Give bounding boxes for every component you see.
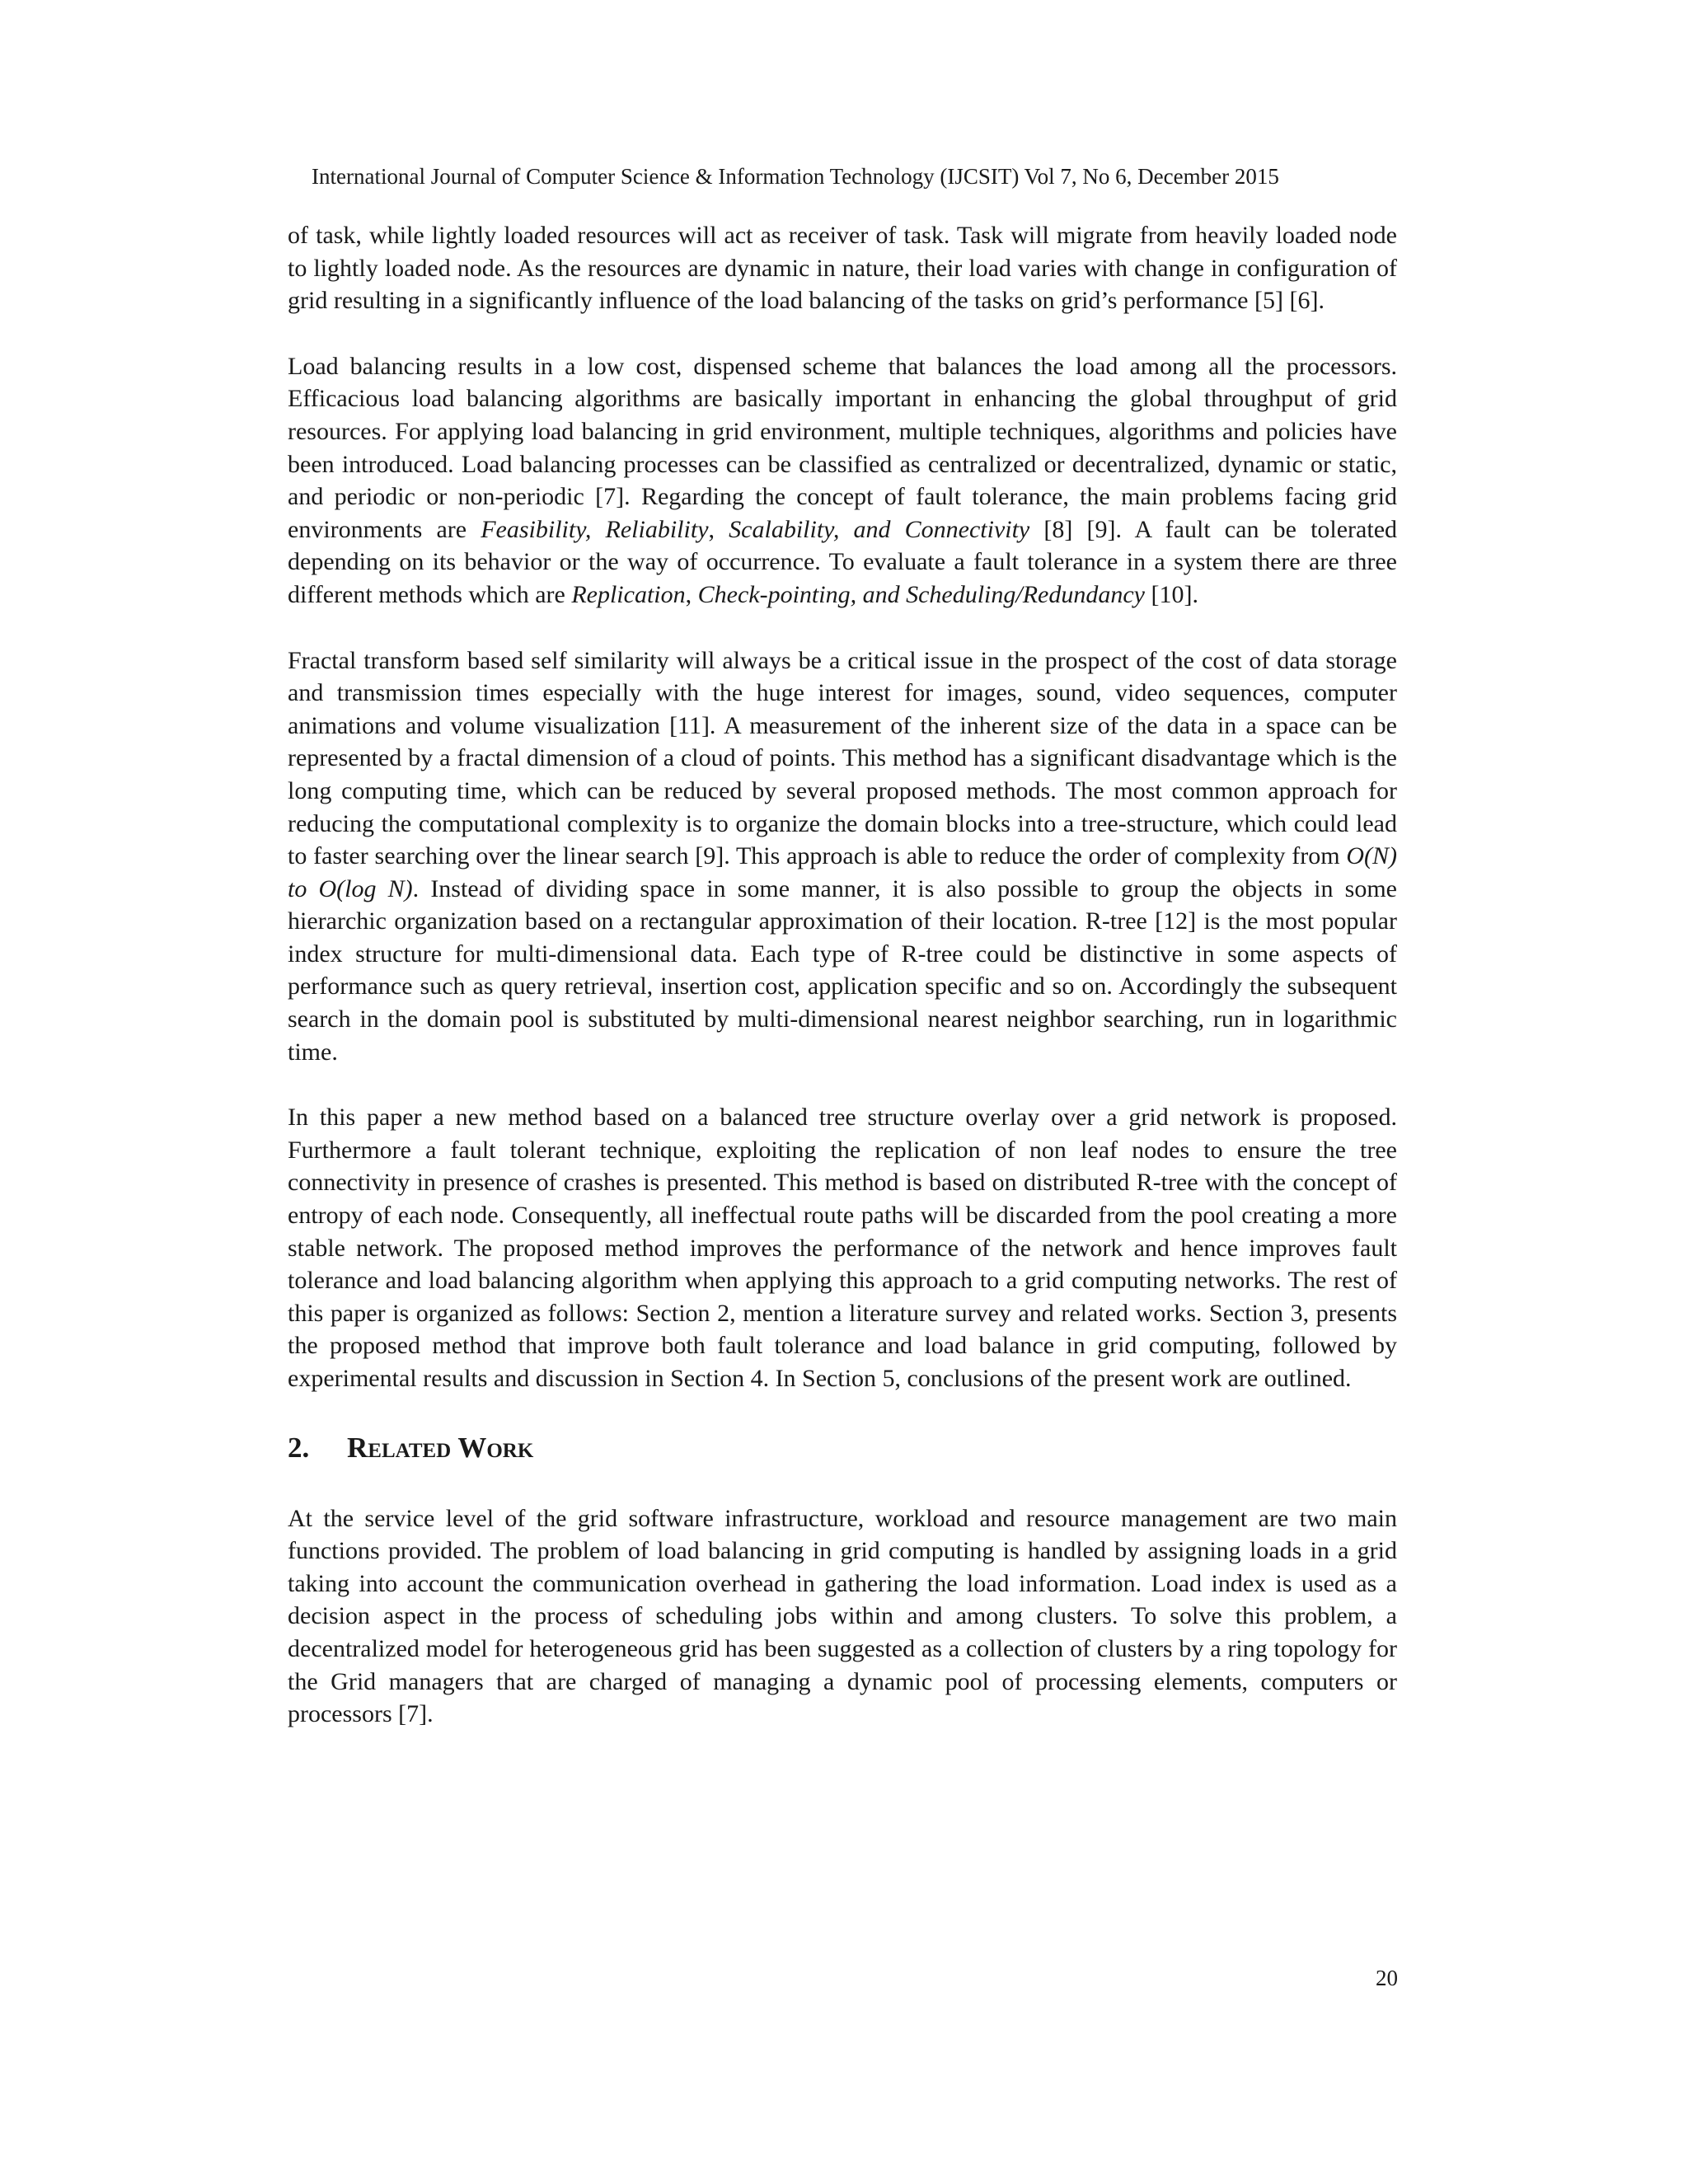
text-run: Fractal transform based self similarity will always be a critical issue in the prospect of the cost of data storage and transmission times especially with the huge interest for images, sound, video sequences, computer animations and volume visualization [11]. A measurement of the inherent size of the data in a space can be represented by a fractal dimension of a cloud of points. This method has a significant disadvantage which is the long computing time, which can be reduced by several proposed methods. The most common approach for reducing the computational complexity is to organize the domain blocks into a tree-structure, which could lead to faster searching over the linear search [9]. This approach is able to reduce the order of complexity from [288,646,1397,870]
text-run: , [708,515,729,543]
text-run: of task, while lightly loaded resources will act as receiver of task. Task will migrate from heavily loaded node to lightly loaded node. As the resources are dynamic in nature, their load varies with change in configuration of grid resulting in a significantly influence of the load balancing of the tasks on grid’s performance [5] [6]. [288,222,1397,315]
page-number: 20 [1376,1966,1398,1990]
italic-text: Replication [571,580,686,608]
body-paragraph [288,1502,1397,1731]
text-run: [10]. [1144,580,1198,608]
body-paragraph [288,350,1397,612]
text-run: In this paper a new method based on a balanced tree structure overlay over a grid network is proposed. Furthermore a fault tolerant technique, exploiting the replication of non leaf nodes to ensure the tree connectivity in presence of crashes is presented. This method is based on distributed R-tree with the concept of entropy of each node. Consequently, all ineffectual route paths will be discarded from the pool creating a more stable network. The proposed method improves the performance of the network and hence improves fault tolerance and load balancing algorithm when applying this approach to a grid computing networks. The rest of this paper is organized as follows: Section 2, mention a literature survey and related works. Section 3, presents the proposed method that improve both fault tolerance and load balance in grid computing, followed by experimental results and discussion in Section 4. In Section 5, conclusions of the present work are outlined. [288,1104,1397,1392]
body-paragraph [288,1101,1397,1394]
text-run: , [685,580,698,608]
running-header: International Journal of Computer Science & Information Technology (IJCSIT) Vol 7, No 6, December 2015 [312,164,1279,189]
section-title: Related Work [347,1431,534,1464]
text-run: [8] [9]. A fault can be tolerated depending on its behavior or the way of occurrence. To evaluate a fault tolerance in a system there are three different methods which are [288,515,1398,608]
section-number: 2. [288,1431,310,1464]
text-run: . Instead of dividing space in some manner, it is also possible to group the objects in some hierarchic organization based on a rectangular approximation of their location. R-tree [12] is the most popular index structure for multi-dimensional data. Each type of R-tree could be distinctive in some aspects of performance such as query retrieval, insertion cost, application specific and so on. Accordingly the subsequent search in the domain pool is substituted by multi-dimensional nearest neighbor searching, run in logarithmic time. [288,874,1397,1066]
article-body [288,219,1397,1731]
italic-text: Feasibility, Reliability [481,515,709,543]
body-paragraph [288,219,1397,317]
section-heading [288,1432,1397,1465]
body-paragraph [288,644,1397,1069]
italic-text: Scalability, and Connectivity [729,515,1030,543]
italic-text: Check-pointing, and Scheduling/Redundancy [697,580,1145,608]
text-run: Load balancing results in a low cost, dispensed scheme that balances the load among all the processors. Efficacious load balancing algorithms are basically important in enhancing the global throughput of grid resources. For applying load balancing in grid environment, multiple techniques, algorithms and policies have been introduced. Load balancing processes can be classified as centralized or decentralized, dynamic or static, and periodic or non-periodic [7]. Regarding the concept of fault tolerance, the main problems facing grid environments are [288,352,1397,543]
text-run: At the service level of the grid software infrastructure, workload and resource management are two main functions provided. The problem of load balancing in grid computing is handled by assigning loads in a grid taking into account the communication overhead in gathering the load information. Load index is used as a decision aspect in the process of scheduling jobs within and among clusters. To solve this problem, a decentralized model for heterogeneous grid has been suggested as a collection of clusters by a ring topology for the Grid managers that are charged of managing a dynamic pool of processing elements, computers or processors [7]. [288,1504,1397,1728]
italic-text: O(N) to O(log N) [288,842,1397,902]
